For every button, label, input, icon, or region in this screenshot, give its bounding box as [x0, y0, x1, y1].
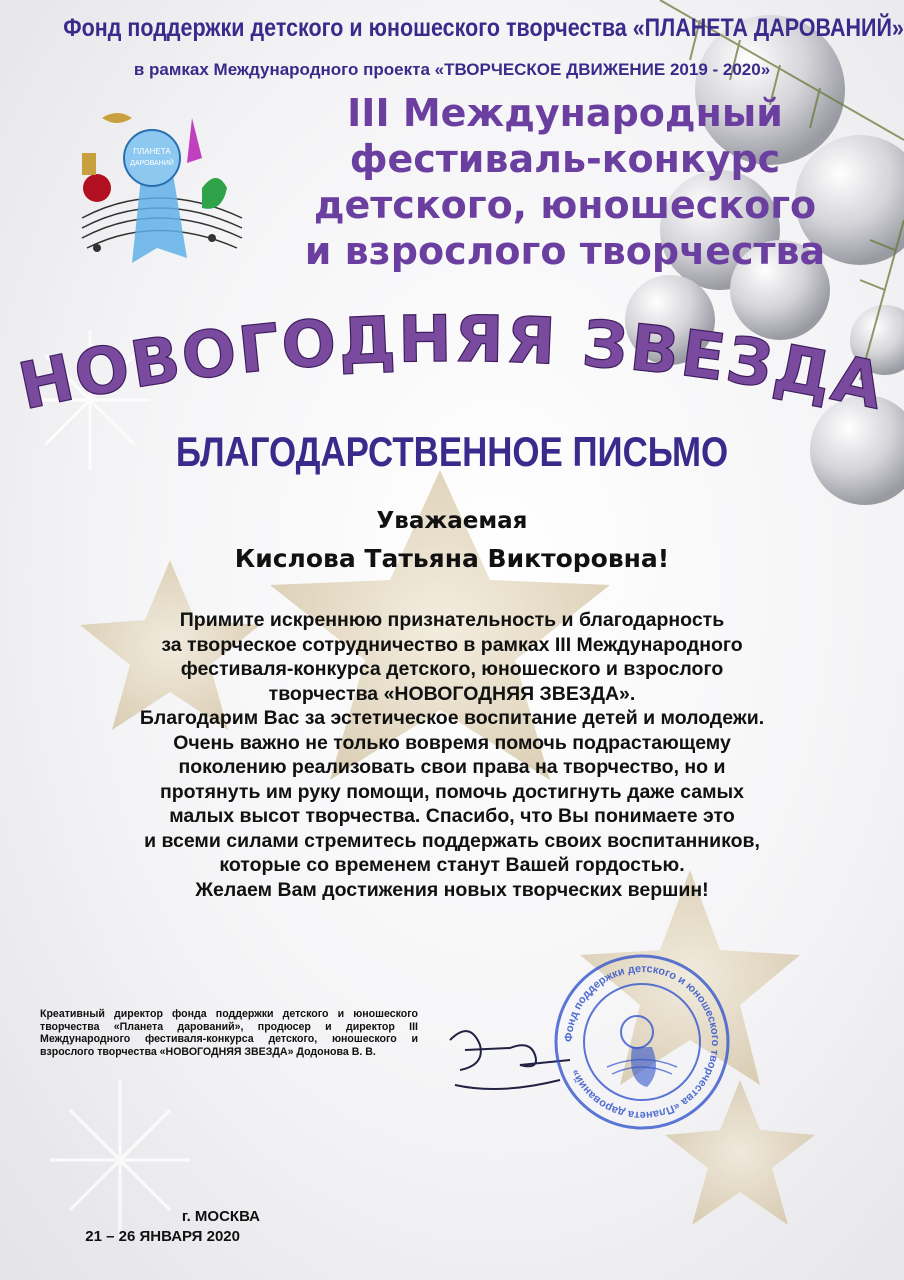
stamp-seal-icon — [552, 952, 732, 1132]
recipient-name: Кислова Татьяна Викторовна! — [234, 544, 670, 573]
contest-name-wordart — [0, 306, 904, 426]
body-line: Очень важно не только вовремя помочь подрастающему — [173, 731, 731, 754]
festival-title-line: детского, юношеского — [313, 183, 817, 227]
body-line: за творческое сотрудничество в рамках III Международного — [161, 633, 743, 656]
festival-title — [250, 90, 880, 274]
festival-title-line: и взрослого творчества — [304, 229, 826, 273]
event-dates: 21 – 26 ЯНВАРЯ 2020 — [85, 1228, 240, 1245]
festival-title-line: фестиваль-конкурс — [349, 137, 781, 181]
body-line: поколению реализовать свои права на творчество, но и — [178, 756, 726, 778]
salutation: Уважаемая — [376, 508, 528, 534]
contest-name: НОВОГОДНЯЯ ЗВЕЗДА — [12, 306, 892, 425]
festival-title-line: III Международный — [347, 91, 783, 135]
body-line: и всеми силами стремитесь поддержать своих воспитанников, — [144, 829, 760, 852]
letter-title: БЛАГОДАРСТВЕННОЕ ПИСЬМО — [175, 428, 729, 475]
svg-text:ПЛАНЕТА: ПЛАНЕТА — [133, 147, 171, 156]
signatory-caption: Креативный директор фонда поддержки детского и юношеского творчества «Планета дарований», продюсер и директор III Международного фестиваля-конкурса детского, юношеского и взрослого творчества «НОВОГОДНЯЯ ЗВЕЗДА» Додонова В. В. — [40, 1008, 418, 1058]
body-line: фестиваля-конкурса детского, юношеского и взрослого — [180, 658, 724, 680]
body-line: протянуть им руку помощи, помочь достигнуть даже самых — [159, 780, 744, 803]
planet-logo-icon — [62, 98, 252, 278]
svg-text:НОВОГОДНЯЯ ЗВЕЗДА — [13, 306, 892, 425]
project-subtitle: в рамках Международного проекта «ТВОРЧЕСКОЕ ДВИЖЕНИЕ 2019 - 2020» — [133, 60, 771, 79]
letter-body — [60, 608, 844, 902]
city: г. МОСКВА — [181, 1208, 260, 1225]
body-line: малых высот творчества. Спасибо, что Вы понимаете это — [169, 805, 735, 827]
body-line: Желаем Вам достижения новых творческих вершин! — [195, 878, 709, 901]
body-line: которые со временем станут Вашей гордостью. — [219, 854, 685, 876]
organization-title: Фонд поддержки детского и юношеского творчества «ПЛАНЕТА ДАРОВАНИЙ» — [63, 14, 904, 42]
svg-text:Фонд поддержки детского и юнош: Фонд поддержки детского и юношеского творчества «Планета дарований» — [562, 962, 722, 1122]
body-line: Примите искреннюю признательность и благодарность — [179, 609, 725, 631]
body-line: творчества «НОВОГОДНЯЯ ЗВЕЗДА». — [268, 682, 636, 705]
body-line: Благодарим Вас за эстетическое воспитание детей и молодежи. — [139, 707, 765, 729]
svg-text:ДАРОВАНИЙ: ДАРОВАНИЙ — [130, 160, 174, 167]
